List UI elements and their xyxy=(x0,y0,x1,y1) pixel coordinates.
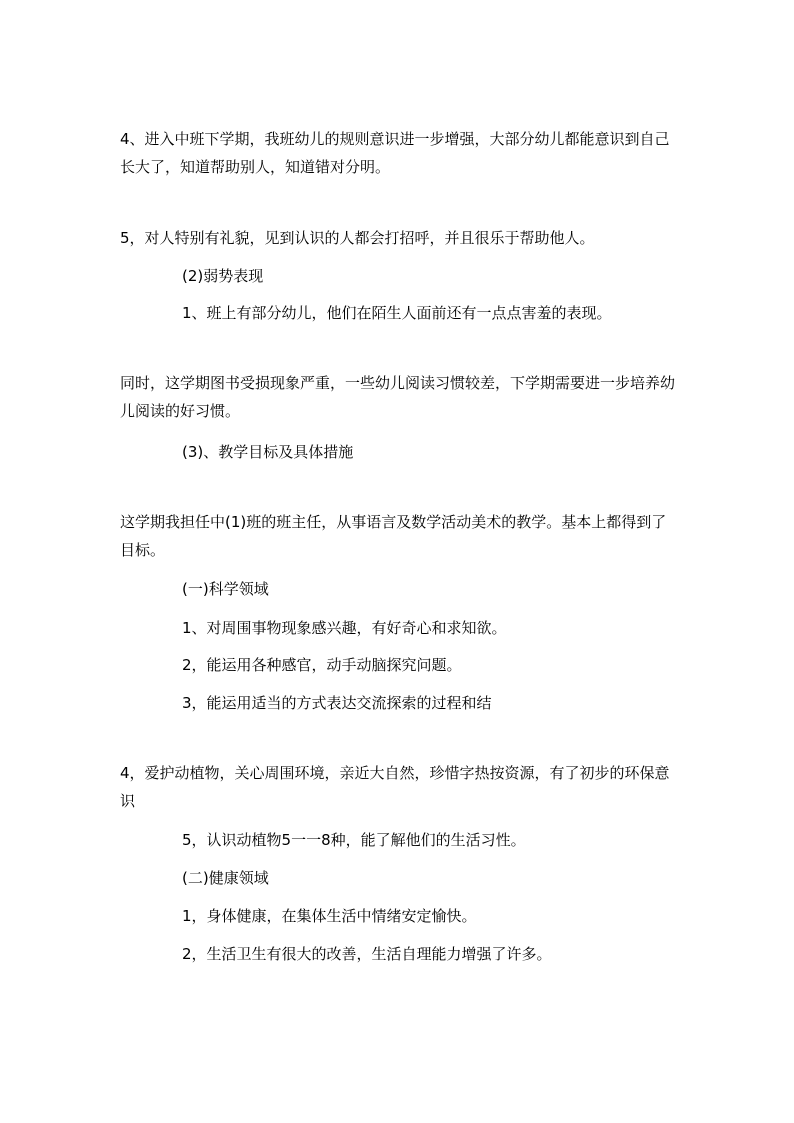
paragraph-reading-habits: 同时，这学期图书受损现象严重，一些幼儿阅读习惯较差，下学期需要进一步培养幼儿阅读的好习惯。 xyxy=(120,374,676,420)
heading-weaknesses: (2)弱势表现 xyxy=(182,267,264,285)
paragraph-science-3: 3，能运用适当的方式表达交流探索的过程和结 xyxy=(182,694,492,712)
heading-health-domain: (二)健康领域 xyxy=(182,869,269,887)
paragraph-health-1: 1，身体健康，在集体生活中情绪安定愉快。 xyxy=(182,907,477,925)
paragraph-science-2: 2，能运用各种感官，动手动脑探究问题。 xyxy=(182,656,462,674)
paragraph-science-1: 1、对周围事物现象感兴趣，有好奇心和求知欲。 xyxy=(182,619,507,637)
heading-teaching-goals: (3)、教学目标及具体措施 xyxy=(182,443,354,461)
paragraph-point-5-manners: 5，对人特别有礼貌，见到认识的人都会打招呼，并且很乐于帮助他人。 xyxy=(120,229,595,247)
paragraph-health-2: 2，生活卫生有很大的改善，生活自理能力增强了许多。 xyxy=(182,945,552,963)
paragraph-class-teacher: 这学期我担任中(1)班的班主任，从事语言及数学活动美术的教学。基本上都得到了目标。 xyxy=(120,513,667,559)
paragraph-science-5: 5，认识动植物5一一8种，能了解他们的生活习性。 xyxy=(182,831,526,849)
heading-science-domain: (一)科学领域 xyxy=(182,580,269,598)
paragraph-science-4: 4，爱护动植物，关心周围环境，亲近大自然，珍惜字热按资源，有了初步的环保意识 xyxy=(120,764,670,810)
paragraph-point-4-rules: 4、进入中班下学期，我班幼儿的规则意识进一步增强，大部分幼儿都能意识到自己长大了，知道帮助别人，知道错对分明。 xyxy=(120,130,670,176)
paragraph-weakness-1: 1、班上有部分幼儿，他们在陌生人面前还有一点点害羞的表现。 xyxy=(182,304,612,322)
